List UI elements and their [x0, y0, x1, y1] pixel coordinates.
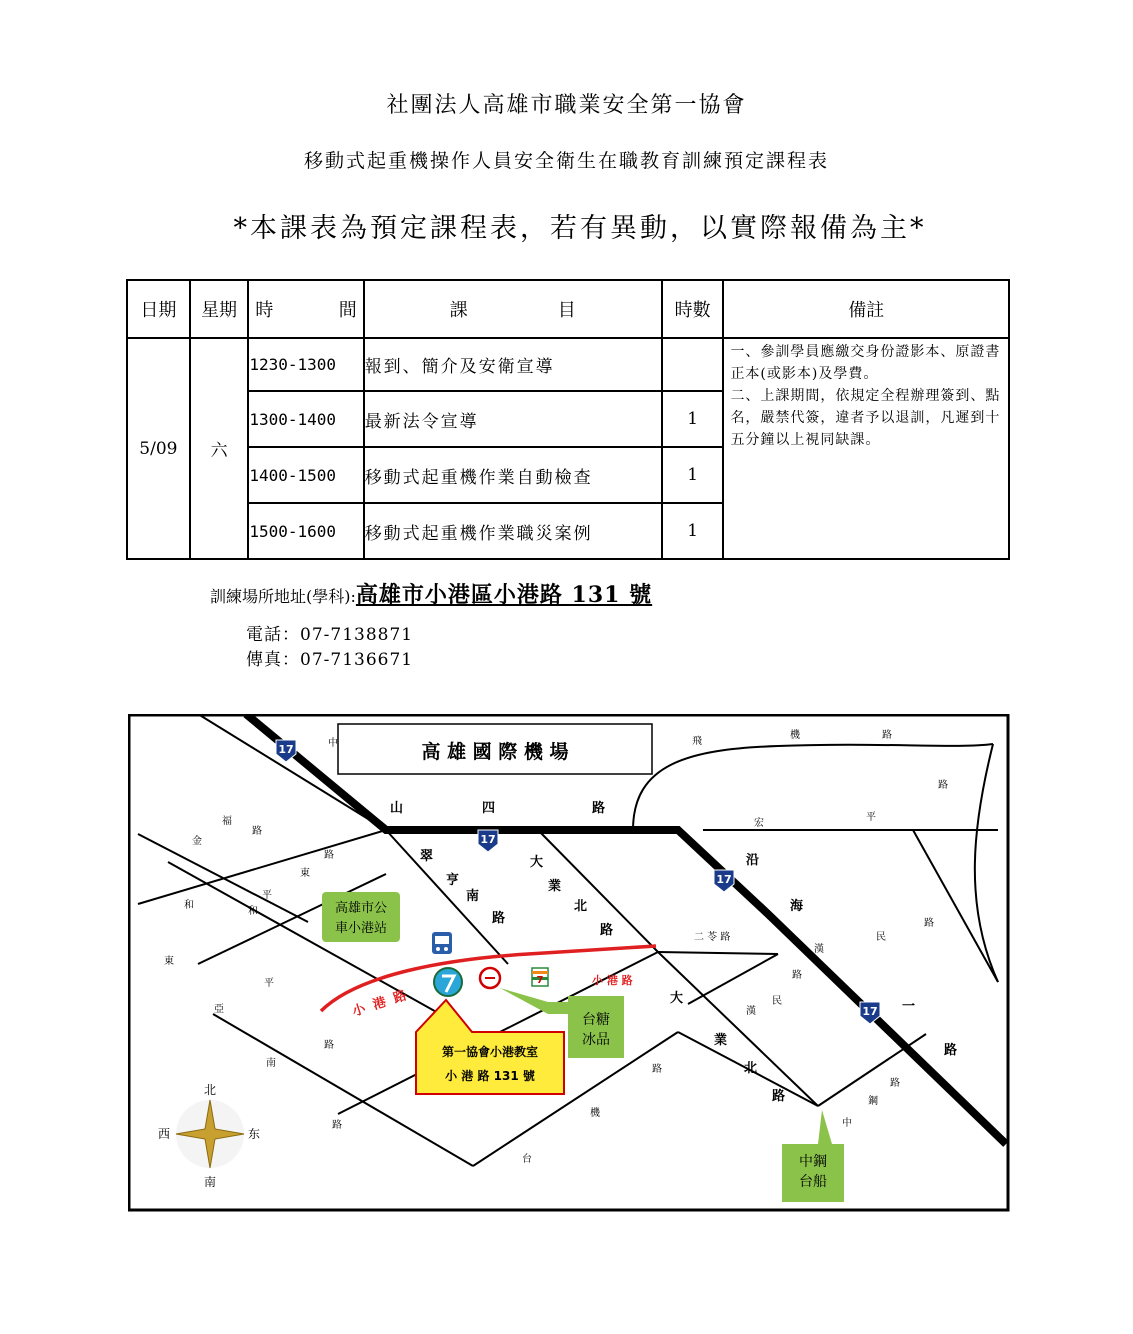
road-label: 平 [262, 890, 272, 901]
road-label: 南 [466, 889, 480, 904]
road-label: 翠 [420, 849, 434, 864]
csc-label-2: 台船 [799, 1174, 827, 1190]
bus-stop-label-2: 車小港站 [334, 921, 388, 936]
csc-label-1: 中鋼 [799, 1154, 827, 1170]
compass-south: 南 [203, 1175, 217, 1189]
road-label: 路 [600, 923, 614, 938]
sugar-shop-icon [480, 968, 500, 988]
road-label: 業 [548, 879, 562, 894]
header-day: 星期 [190, 280, 249, 338]
compass-west: 西 [157, 1127, 171, 1141]
header-date: 日期 [127, 280, 190, 338]
note-2: 二、上課期間，依規定全程辦理簽到、點名，嚴禁代簽，違者予以退訓，凡遲到十五分鐘以上視同缺課。 [730, 388, 1001, 448]
road-label: 路 [890, 1078, 900, 1089]
road-label: 民 [772, 996, 782, 1007]
sugar-label-1: 台糖 [582, 1012, 610, 1028]
road-label: 漢 [746, 1006, 756, 1017]
airport-label: 高 雄 國 際 機 場 [421, 741, 569, 763]
road-label: 台 [522, 1154, 532, 1165]
road-label: 路 [324, 850, 334, 861]
road-label: 民 [876, 932, 886, 943]
date-cell: 5/09 [127, 338, 190, 559]
road-label: 路 [332, 1120, 342, 1131]
road-label: 南 [266, 1058, 276, 1069]
road-label: 飛 [692, 736, 702, 747]
header-course-b: 目 [557, 300, 576, 321]
time-cell: 1400-1500 [248, 447, 363, 503]
training-address [210, 578, 652, 609]
road-label: 路 [252, 826, 262, 837]
road-label: 金 [192, 836, 202, 847]
course-cell: 移動式起重機作業職災案例 [364, 503, 662, 559]
header-notes: 備註 [723, 280, 1009, 338]
road-label: 大 [530, 855, 544, 870]
road-label: 東 [300, 868, 310, 879]
convenience-store-icon [532, 968, 548, 986]
road-label: 平 [264, 978, 274, 989]
hours-cell: 1 [662, 503, 724, 559]
road-label: 路 [944, 1043, 958, 1058]
org-title: 社團法人高雄市職業安全第一協會 [386, 93, 747, 118]
bus-stop-label-1: 高雄市公 [334, 901, 388, 916]
road-label: 路 [324, 1040, 334, 1051]
hours-cell [662, 338, 724, 391]
course-title: 移動式起重機操作人員安全衛生在職教育訓練預定課程表 [303, 150, 829, 172]
road-label: 路 [938, 780, 948, 791]
road-label: 平 [866, 812, 876, 823]
table-header-row [127, 280, 1009, 338]
road-label: 中 [842, 1118, 852, 1129]
road-label: 和 [248, 906, 258, 917]
time-cell: 1300-1400 [248, 391, 363, 447]
note-1: 一、參訓學員應繳交身份證影本、原證書正本(或影本)及學費。 [730, 344, 1001, 382]
road-label: 亨 [446, 873, 460, 888]
shield-number: 17 [278, 743, 294, 756]
road-label: 漢 [814, 944, 824, 955]
notice-line: *本課表為預定課程表，若有異動，以實際報備為主* [233, 213, 927, 244]
location-map [128, 714, 1010, 1212]
svg-text:7: 7 [536, 975, 544, 986]
header-course [364, 280, 662, 338]
header-hours: 時數 [662, 280, 724, 338]
road-label: 路 [652, 1064, 662, 1075]
road-label: 東 [164, 956, 174, 967]
road-label: 路 [792, 970, 802, 981]
header-time-a: 時 [255, 300, 274, 321]
hours-cell: 1 [662, 391, 724, 447]
classroom-logo-icon [434, 968, 462, 996]
day-cell: 六 [190, 338, 249, 559]
road-label: 宏 [754, 818, 764, 829]
road-label: 大 [670, 991, 684, 1006]
compass-east: 东 [247, 1127, 261, 1141]
road-label: 機 [590, 1108, 600, 1119]
road-label: 海 [790, 899, 804, 914]
table-row [127, 338, 1009, 391]
road-label: 機 [790, 730, 800, 741]
road-label: 二 苓 路 [694, 932, 731, 943]
time-cell: 1500-1600 [248, 503, 363, 559]
course-cell: 最新法令宣導 [364, 391, 662, 447]
hours-cell: 1 [662, 447, 724, 503]
address-value: 高雄市小港區小港路 131 號 [355, 582, 653, 608]
header-time-b: 間 [338, 300, 357, 321]
road-label: 中 [328, 738, 338, 749]
road-label: 路 [924, 918, 934, 929]
compass-north: 北 [203, 1083, 217, 1097]
classroom-label-1: 第一協會小港教室 [441, 1045, 539, 1059]
road-label: 福 [222, 816, 232, 827]
road-label: 和 [184, 900, 194, 911]
xiaogang-road-label: 小 港 路 [350, 987, 411, 1020]
shield-number: 17 [480, 833, 496, 846]
road-label: 路 [772, 1089, 786, 1104]
course-cell: 報到、簡介及安衛宣導 [364, 338, 662, 391]
schedule-table [126, 279, 1010, 560]
road-label: 路 [492, 911, 506, 926]
road-label: 鋼 [868, 1096, 878, 1107]
road-label: 沿 [746, 853, 760, 868]
bus-icon [432, 932, 452, 954]
road-label: 路 [882, 730, 892, 741]
notes-cell [723, 338, 1009, 559]
shield-number: 17 [716, 873, 732, 886]
road-label: 北 [744, 1061, 758, 1076]
road-label: 北 [574, 899, 588, 914]
road-label: 亞 [214, 1004, 224, 1015]
road-label: 四 [482, 801, 496, 816]
road-label: 山 [390, 801, 404, 816]
xiaogang-road-label-2: 小 港 路 [592, 974, 633, 987]
header-course-a: 課 [449, 300, 468, 321]
road-label: 路 [592, 801, 606, 816]
road-label: 業 [714, 1033, 728, 1048]
course-cell: 移動式起重機作業自動檢查 [364, 447, 662, 503]
classroom-label-2: 小 港 路 131 號 [445, 1069, 535, 1083]
header-time [248, 280, 363, 338]
time-cell: 1230-1300 [248, 338, 363, 391]
map-border [129, 715, 1008, 1210]
shield-number: 17 [862, 1005, 878, 1018]
bus-stop-callout [322, 892, 400, 942]
phone-number: 電話：07-7138871 [246, 625, 414, 645]
sugar-label-2: 冰品 [582, 1032, 610, 1048]
road-label: 一 [902, 999, 916, 1014]
address-label: 訓練場所地址(學科): [210, 587, 356, 606]
fax-number: 傳真：07-7136671 [246, 650, 414, 670]
